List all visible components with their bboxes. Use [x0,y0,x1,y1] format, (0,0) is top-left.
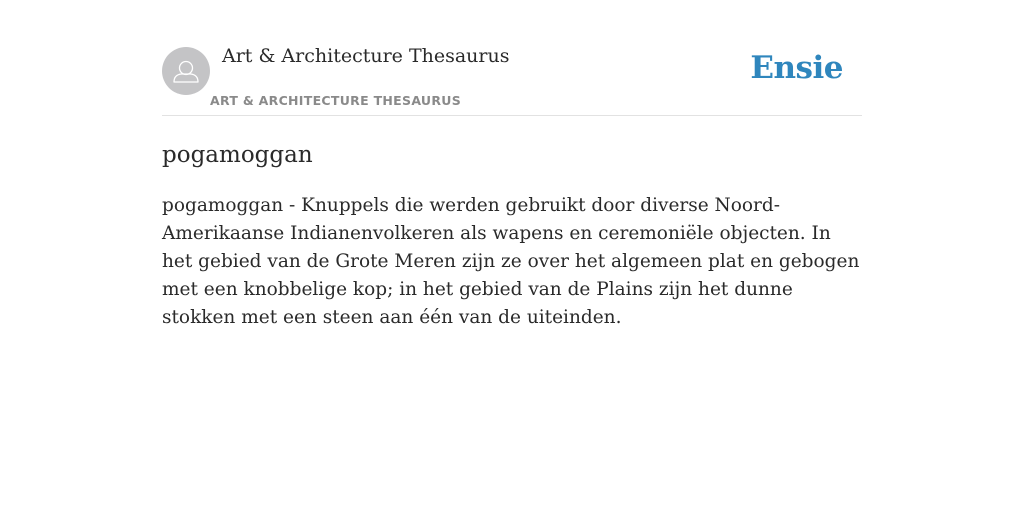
source-avatar[interactable] [162,47,210,95]
entry-term: pogamoggan [162,142,313,168]
page-container [162,0,862,332]
entry-definition: pogamoggan - Knuppels die werden gebruikt door diverse Noord-Amerikaanse Indianenvolkeren als wapens en ceremoniële objecten. In het gebied van de Grote Meren zijn ze over het algemeen plat en gebogen met een knobbelige kop; in het gebied van de Plains zijn het dunne stokken met een steen aan één van de uiteinden. [162,195,860,328]
user-silhouette-icon [162,47,210,95]
source-subtitle[interactable]: ART & ARCHITECTURE THESAURUS [210,93,462,108]
entry-header [162,0,862,116]
source-title[interactable]: Art & Architecture Thesaurus [222,45,510,67]
ensie-logo[interactable]: Ensie [750,50,843,86]
